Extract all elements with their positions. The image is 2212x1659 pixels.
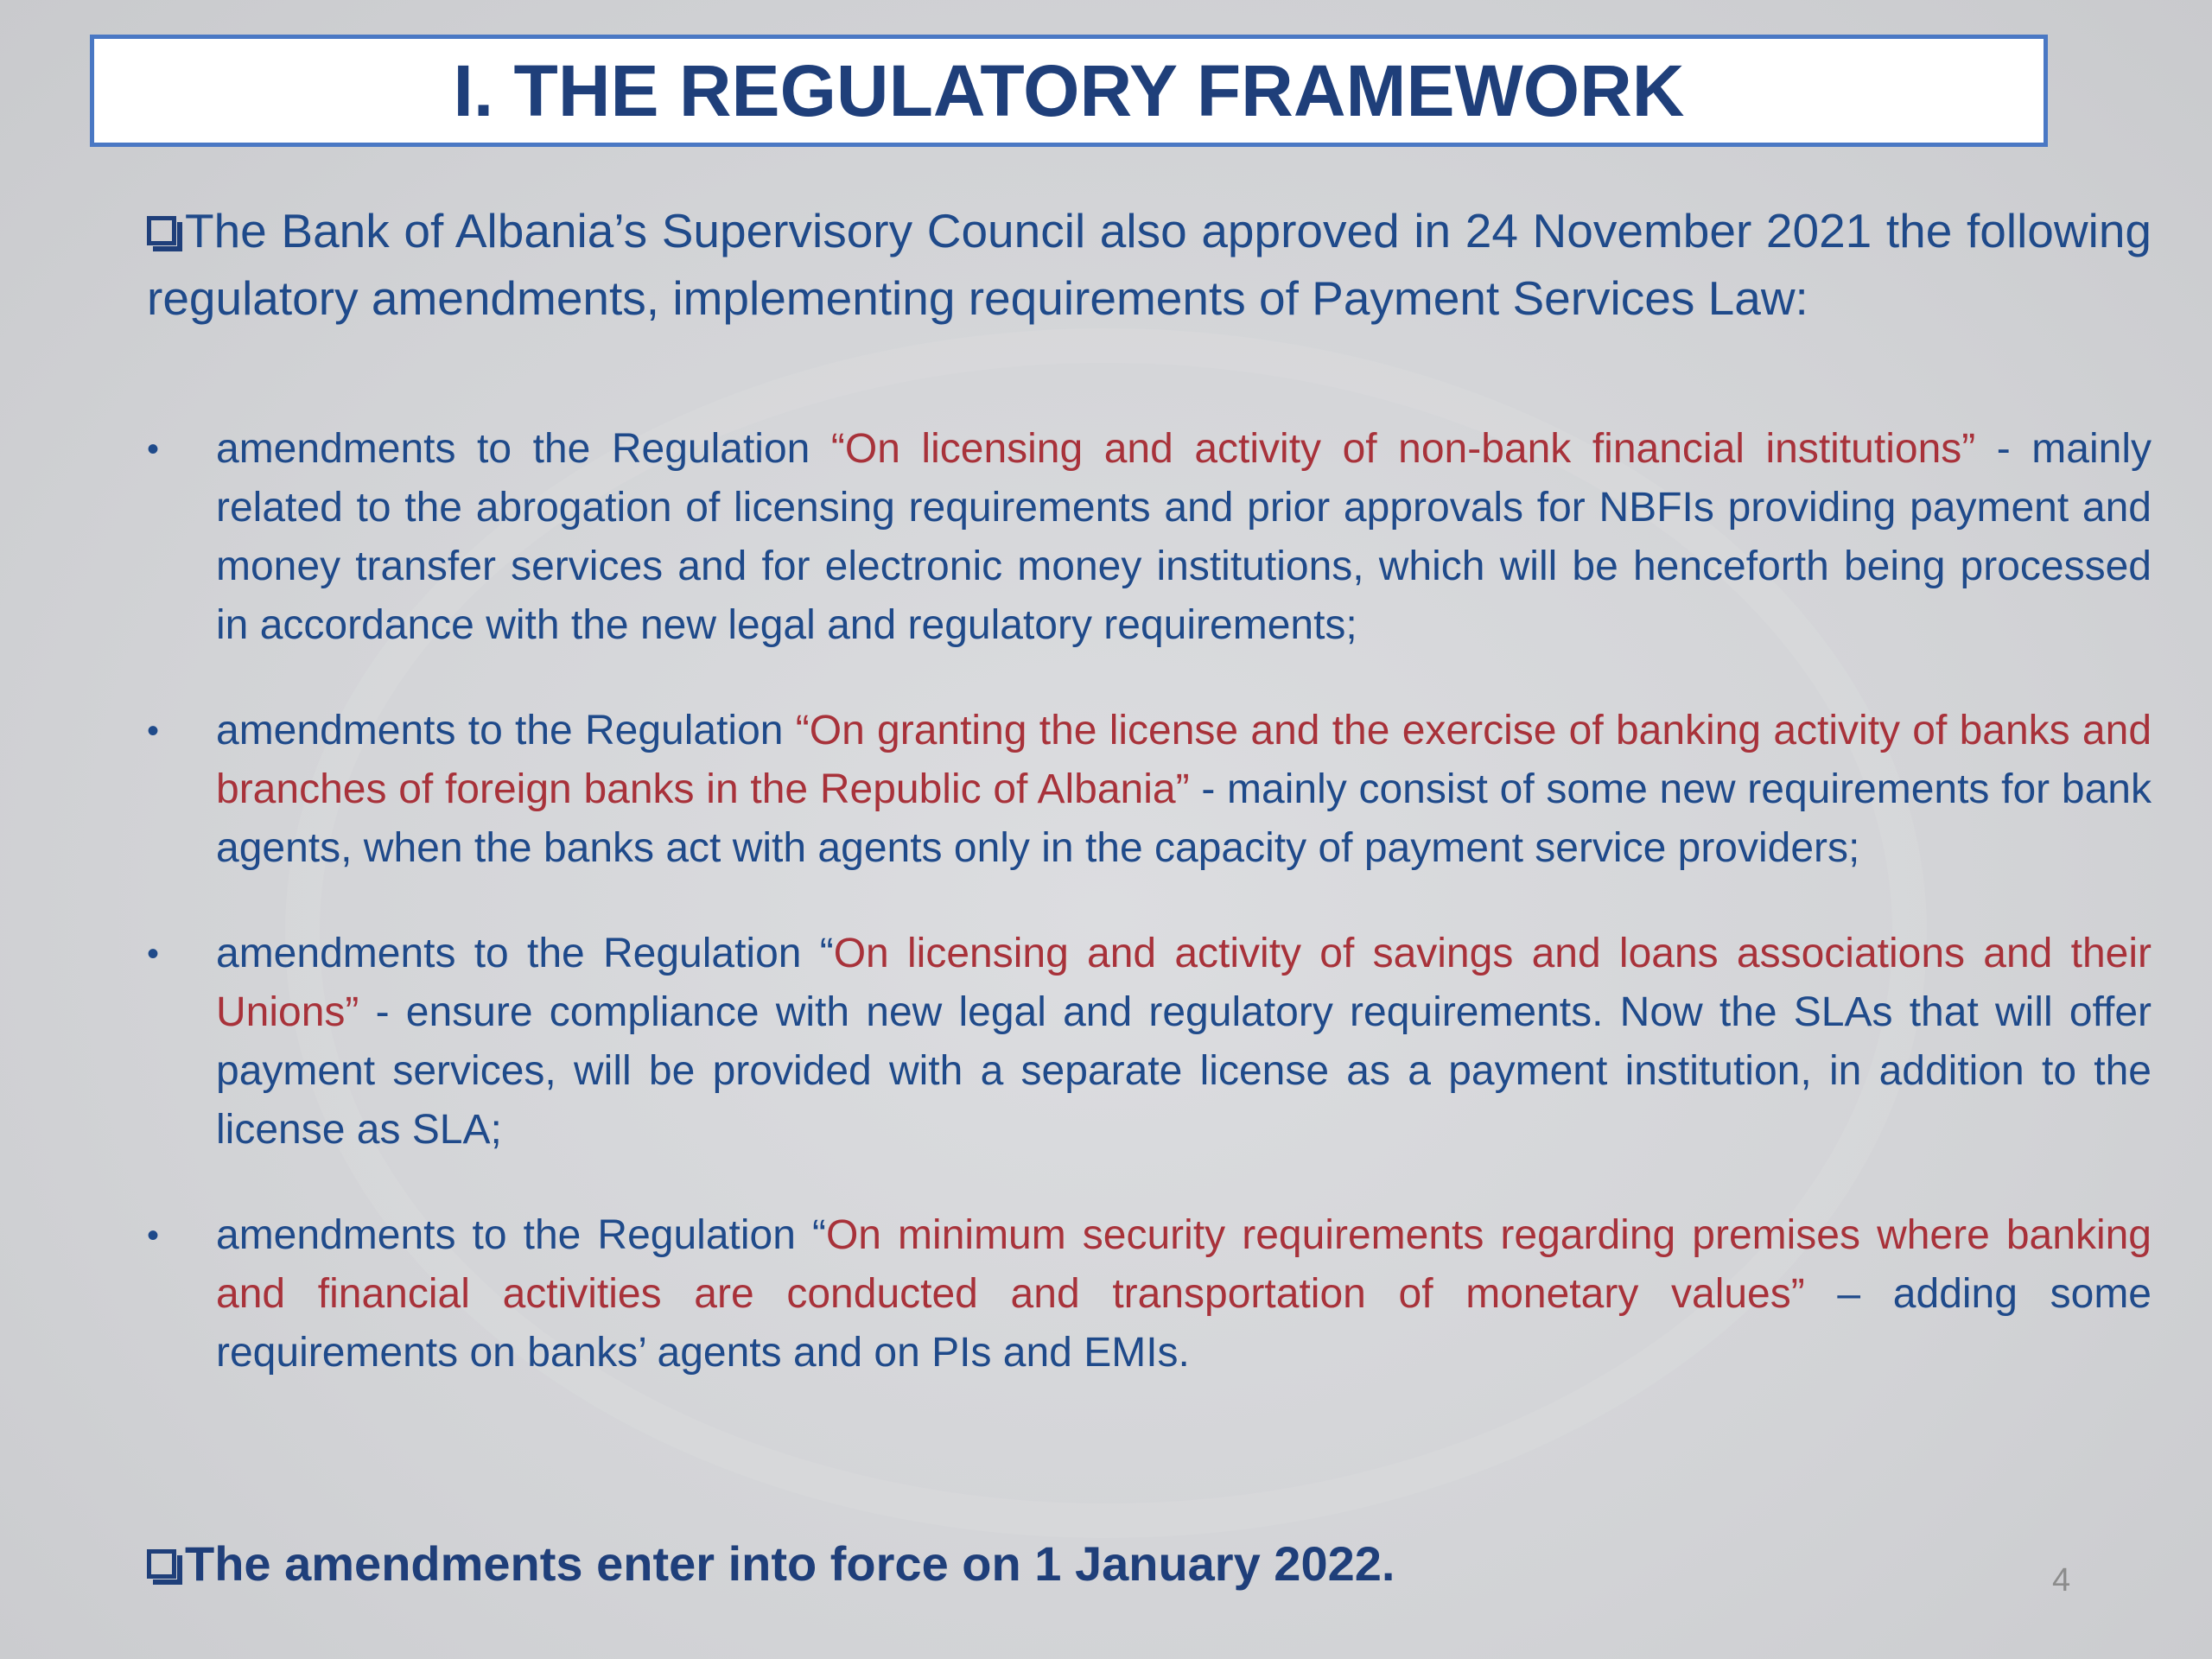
conclusion-text: The amendments enter into force on 1 January 2022.: [185, 1536, 1395, 1591]
list-item: [147, 702, 2152, 878]
list-item: [147, 1206, 2152, 1382]
bullet-detail: - mainly consist of some new requirements for bank agents, when the banks act with agents only in the capacity of payment service providers;: [216, 766, 2152, 871]
regulation-title: On minimum security requirements regarding premises where banking and financial activities are conducted and transportation of monetary values”: [216, 1212, 2152, 1317]
square-checkbox-icon: [147, 1549, 176, 1579]
intro-text: The Bank of Albania’s Supervisory Council also approved in 24 November 2021 the following regulatory amendments, implementing requirements of Payment Services Law:: [147, 204, 2152, 325]
bullet-lead: amendments to the Regulation: [216, 708, 796, 753]
slide-title: I. THE REGULATORY FRAMEWORK: [453, 49, 1685, 131]
bullet-dot-icon: •: [147, 712, 160, 750]
list-item: [147, 925, 2152, 1160]
bullet-lead: amendments to the Regulation: [216, 426, 831, 472]
bullet-detail: - mainly related to the abrogation of licensing requirements and prior approvals for NBFIs providing payment and money transfer services and for electronic money institutions, which will be henceforth being processed in accordance with the new legal and regulatory requirements;: [216, 426, 2152, 648]
page-number: 4: [2052, 1562, 2071, 1599]
bullet-lead: amendments to the Regulation “: [216, 931, 834, 976]
bullet-detail: - ensure compliance with new legal and regulatory requirements. Now the SLAs that will offer payment services, will be provided with a separate license as a payment institution, in addition to the license as SLA;: [216, 989, 2152, 1153]
bullet-detail: – adding some requirements on banks’ agents and on PIs and EMIs.: [216, 1271, 2152, 1376]
amendments-list: [147, 420, 2152, 1382]
title-box: [90, 35, 2048, 147]
list-item: [147, 420, 2152, 655]
bullet-dot-icon: •: [147, 935, 160, 973]
regulation-title: “On granting the license and the exercise of banking activity of banks and branches of foreign banks in the Republic of Albania”: [216, 708, 2152, 812]
bullet-dot-icon: •: [147, 430, 160, 468]
intro-paragraph: [147, 197, 2152, 332]
regulation-title: On licensing and activity of savings and loans associations and their Unions”: [216, 931, 2152, 1035]
square-checkbox-icon: [147, 216, 176, 245]
regulation-title: “On licensing and activity of non-bank financial institutions”: [830, 426, 1976, 472]
bullet-lead: amendments to the Regulation “: [216, 1212, 826, 1258]
bullet-dot-icon: •: [147, 1217, 160, 1255]
conclusion-line: [147, 1529, 1395, 1599]
